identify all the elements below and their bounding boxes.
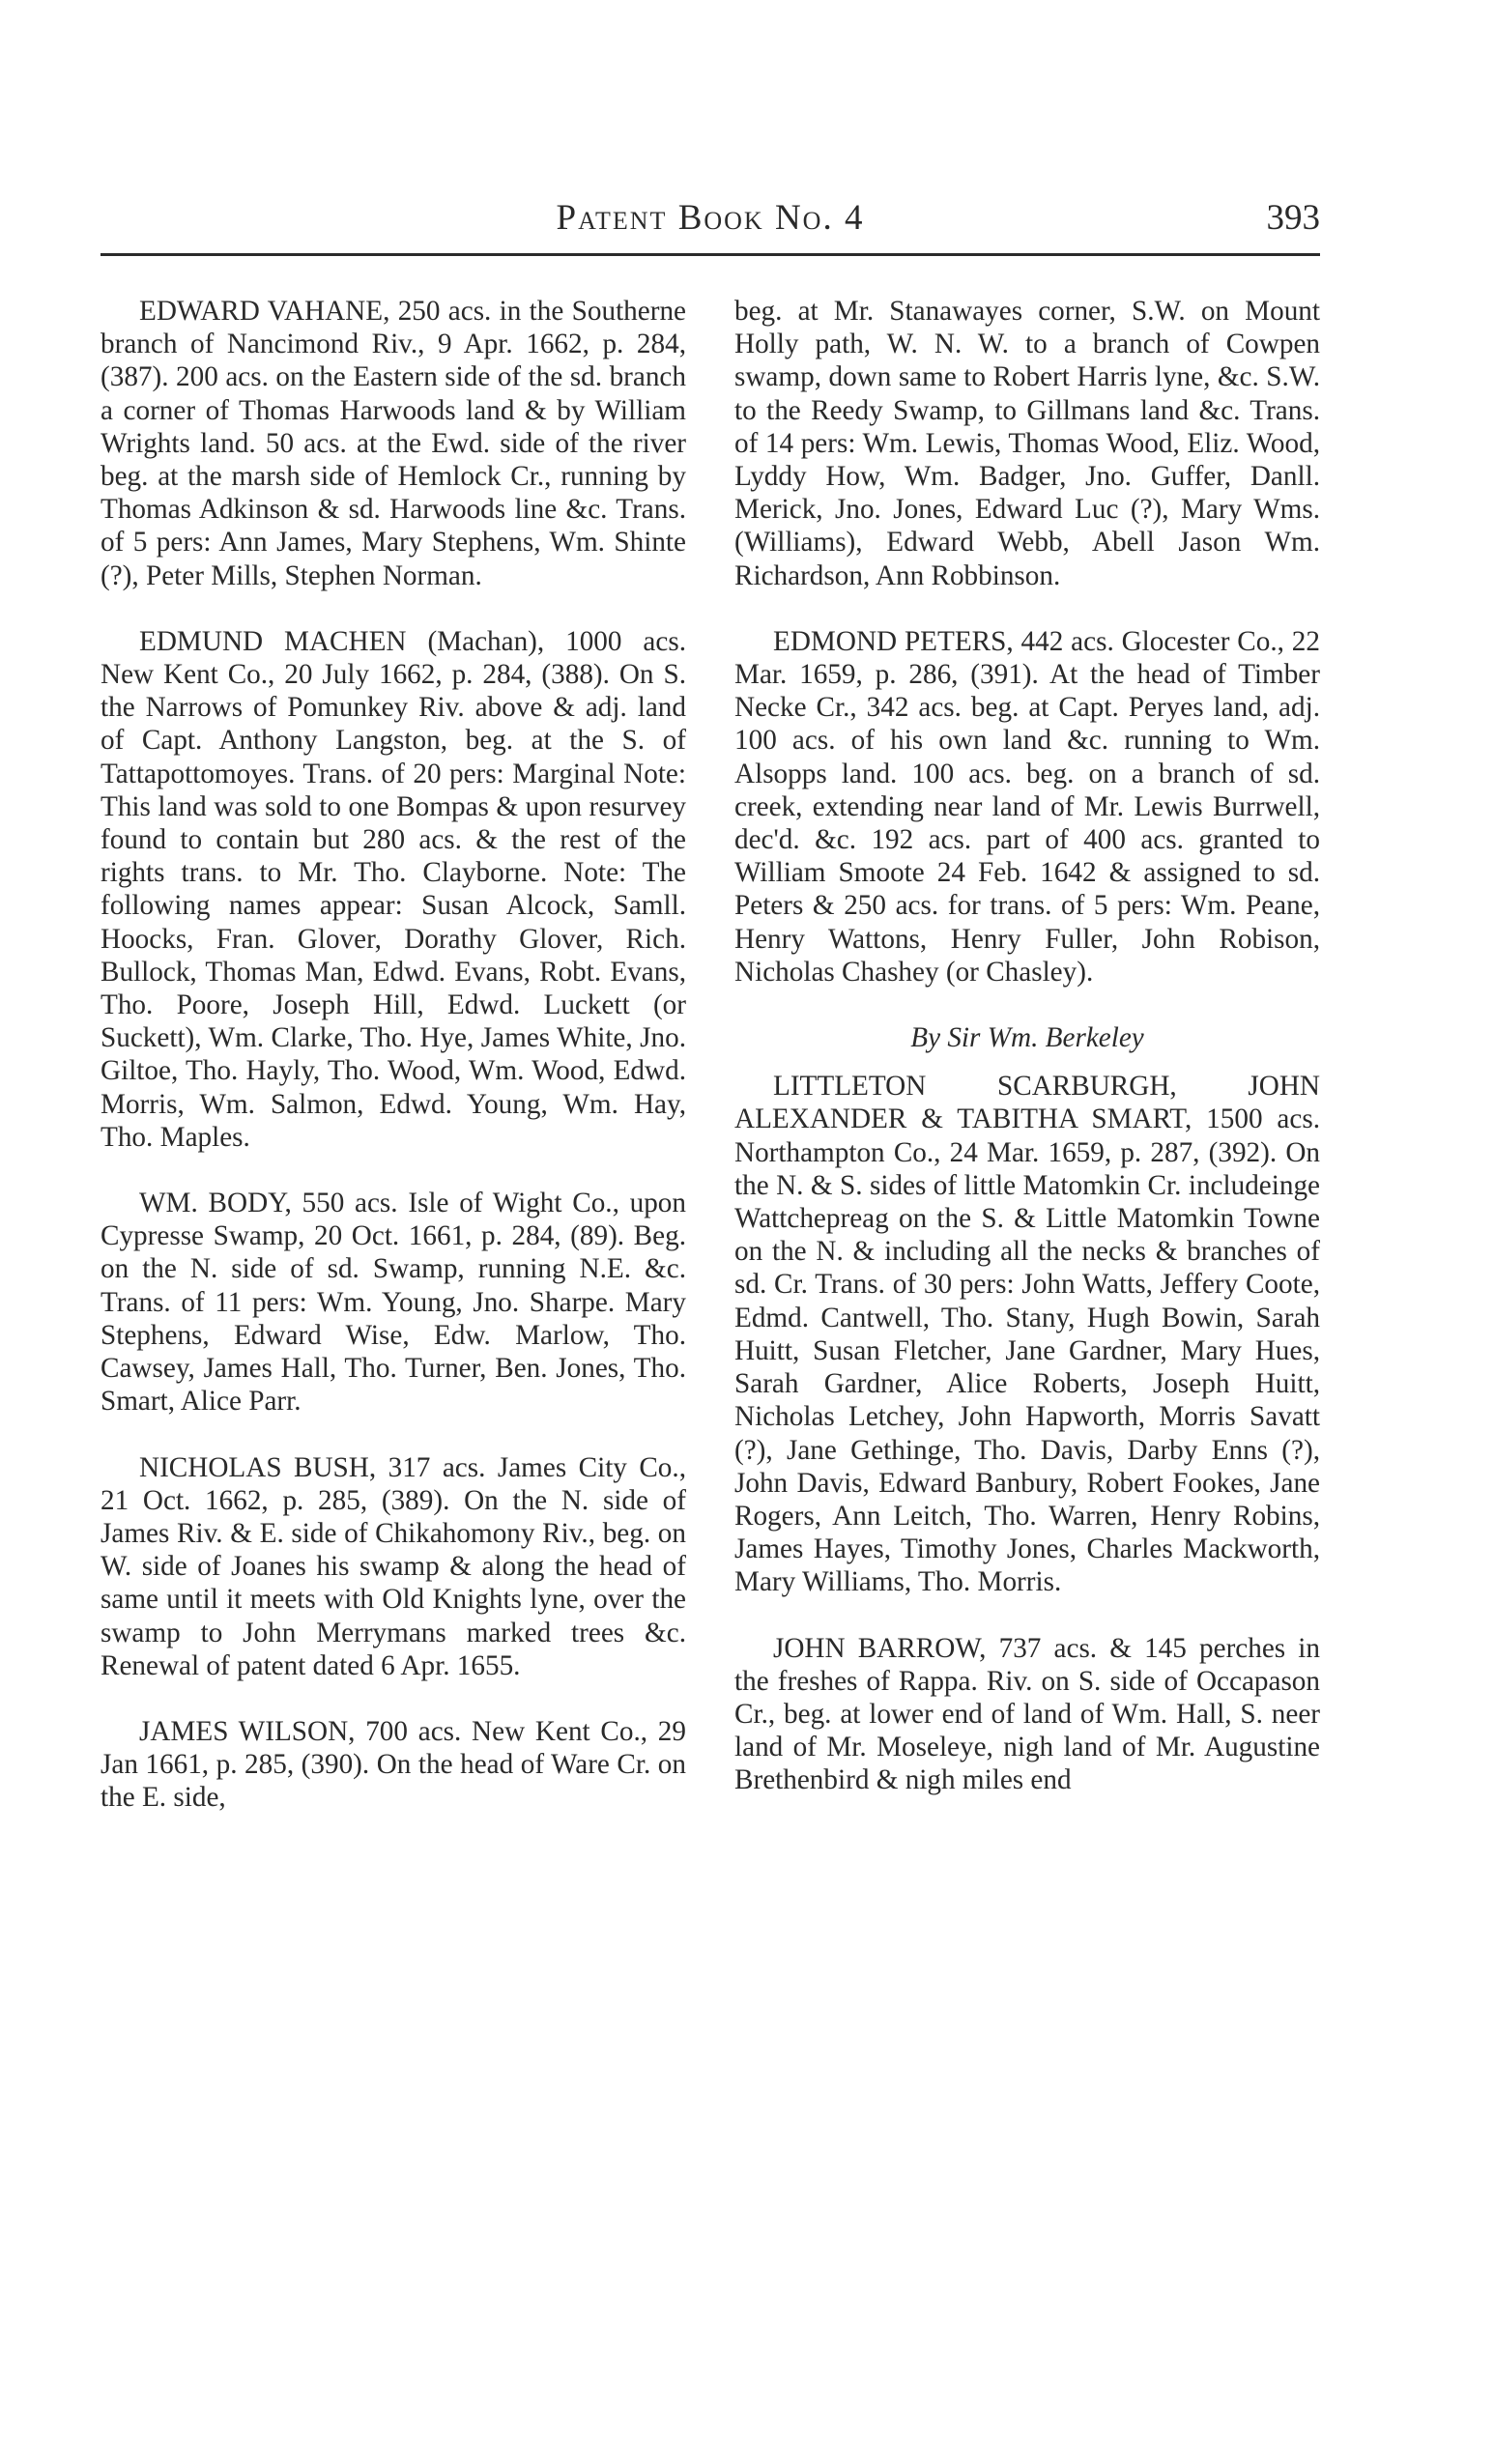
entry-john-barrow: JOHN BARROW, 737 acs. & 145 perches in the freshes of Rappa. Riv. on S. side of Occapason Cr., beg. at lower end of land of Wm. Hall, S. neer land of Mr. Moseleye, nigh land of Mr. Augustine Brethenbird & nigh miles end <box>734 1632 1320 1796</box>
entry-edward-vahane: EDWARD VAHANE, 250 acs. in the Southerne branch of Nancimond Riv., 9 Apr. 1662, p. 284, (387). 200 acs. on the Eastern side of the sd. branch a corner of Thomas Harwoods land & by William Wrights land. 50 acs. at the Ewd. side of the river beg. at the marsh side of Hemlock Cr., running by Thomas Adkinson & sd. Harwoods line &c. Trans. of 5 pers: Ann James, Mary Stephens, Wm. Shinte (?), Peter Mills, Stephen Norman. <box>101 296 686 591</box>
header-rule <box>101 253 1320 256</box>
entry-nicholas-bush: NICHOLAS BUSH, 317 acs. James City Co., 21 Oct. 1662, p. 285, (389). On the N. side of James Riv. & E. side of Chikahomony Riv., beg. on W. side of Joanes his swamp & along the head of same until it meets with Old Knights lyne, over the swamp to John Merrymans marked trees &c. Renewal of patent dated 6 Apr. 1655. <box>101 1451 686 1681</box>
left-column <box>101 295 686 1848</box>
entry-james-wilson: JAMES WILSON, 700 acs. New Kent Co., 29 Jan 1661, p. 285, (390). On the head of Ware Cr. on the E. side, <box>101 1715 686 1814</box>
page-header <box>101 191 1320 259</box>
entry-edmond-peters: EDMOND PETERS, 442 acs. Glocester Co., 22 Mar. 1659, p. 286, (391). At the head of Timber Necke Cr., 342 acs. beg. at Capt. Peryes land, adj. 100 acs. of his own land &c. running to Wm. Alsopps land. 100 acs. beg. on a branch of sd. creek, extending near land of Mr. Lewis Burrwell, dec'd. &c. 192 acs. part of 400 acs. granted to William Smoote 24 Feb. 1642 & assigned to sd. Peters & 250 acs. for trans. of 5 pers: Wm. Peane, Henry Wattons, Henry Fuller, John Robison, Nicholas Chashey (or Chasley). <box>734 625 1320 988</box>
right-column <box>734 295 1320 1830</box>
page-number: 393 <box>1266 198 1320 238</box>
running-head: Patent Book No. 4 <box>556 198 865 238</box>
entry-wm-body: WM. BODY, 550 acs. Isle of Wight Co., upon Cypresse Swamp, 20 Oct. 1661, p. 284, (89). Beg. on the N. side of sd. Swamp, running N.E. &c. Trans. of 11 pers: Wm. Young, Jno. Sharpe. Mary Stephens, Edward Wise, Edw. Marlow, Tho. Cawsey, James Hall, Tho. Turner, Ben. Jones, Tho. Smart, Alice Parr. <box>101 1188 686 1418</box>
entry-edmund-machen: EDMUND MACHEN (Machan), 1000 acs. New Kent Co., 20 July 1662, p. 284, (388). On S. the Narrows of Pomunkey Riv. above & adj. land of Capt. Anthony Langston, beg. at the S. of Tattapottomoyes. Trans. of 20 pers: Marginal Note: This land was sold to one Bompas & upon resurvey found to contain but 280 acs. & the rest of the rights trans. to Mr. Tho. Clayborne. Note: The following names appear: Susan Alcock, Samll. Hoocks, Fran. Glover, Dorathy Glover, Rich. Bullock, Thomas Man, Edwd. Evans, Robt. Evans, Tho. Poore, Joseph Hill, Edwd. Luckett (or Suckett), Wm. Clarke, Tho. Hye, James White, Jno. Giltoe, Tho. Hayly, Tho. Wood, Wm. Wood, Edwd. Morris, Wm. Salmon, Edwd. Young, Wm. Hay, Tho. Maples. <box>101 625 686 1153</box>
entry-james-wilson-continued: beg. at Mr. Stanawayes corner, S.W. on Mount Holly path, W. N. W. to a branch of Cowpen swamp, down same to Robert Harris lyne, &c. S.W. to the Reedy Swamp, to Gillmans land &c. Trans. of 14 pers: Wm. Lewis, Thomas Wood, Eliz. Wood, Lyddy How, Wm. Badger, Jno. Guffer, Danll. Merick, Jno. Jones, Edward Luc (?), Mary Wms. (Williams), Edward Webb, Abell Jason Wm. Richardson, Ann Robbinson. <box>734 296 1320 591</box>
section-heading: By Sir Wm. Berkeley <box>910 1022 1144 1054</box>
entry-littleton-scarburgh: LITTLETON SCARBURGH, JOHN ALEXANDER & TABITHA SMART, 1500 acs. Northampton Co., 24 Mar. 1659, p. 287, (392). On the N. & S. sides of little Matomkin Cr. includeinge Wattchepreag on the S. & Little Matomkin Towne on the N. & including all the necks & branches of sd. Cr. Trans. of 30 pers: John Watts, Jeffery Coote, Edmd. Cantwell, Tho. Stany, Hugh Bowin, Sarah Huitt, Susan Fletcher, Jane Gardner, Mary Hues, Sarah Gardner, Alice Roberts, Joseph Huitt, Nicholas Letchey, John Hapworth, Morris Savatt (?), Jane Gethinge, Tho. Davis, Darby Enns (?), John Davis, Edward Banbury, Robert Fookes, Jane Rogers, Ann Leitch, Tho. Warren, Henry Robins, James Hayes, Timothy Jones, Charles Mackworth, Mary Williams, Tho. Morris. <box>734 1071 1320 1598</box>
